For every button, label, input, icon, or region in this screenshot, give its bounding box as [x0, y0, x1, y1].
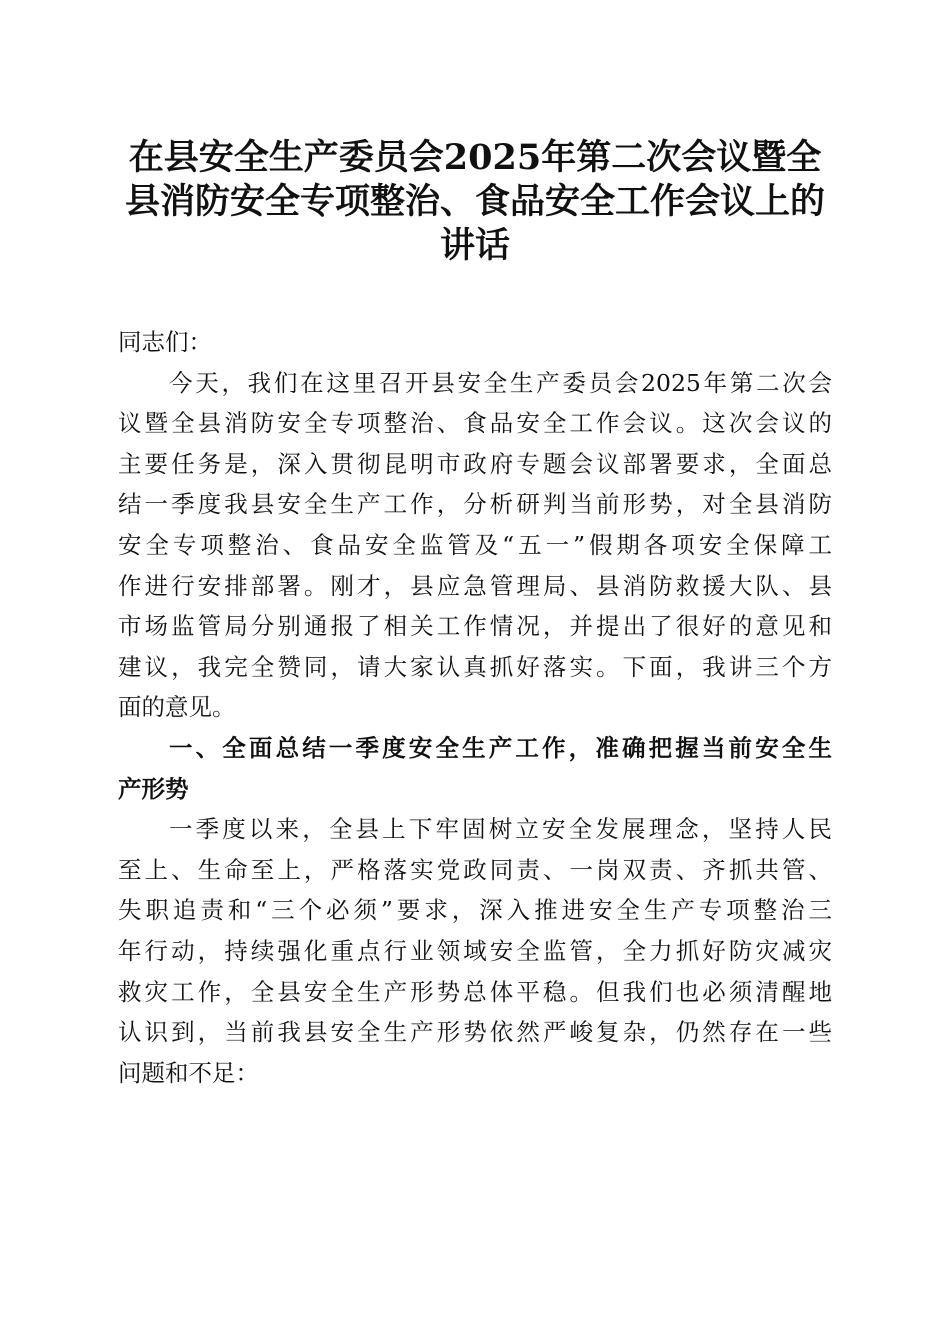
paragraph-line: 主要任务是，深入贯彻昆明市政府专题会议部署要求，全面总: [118, 449, 832, 478]
paragraph-line: 年行动，持续强化重点行业领域安全监管，全力抓好防灾减灾: [118, 936, 832, 965]
title-line: 讲话: [439, 225, 510, 266]
paragraph-line: 结一季度我县安全生产工作，分析研判当前形势，对全县消防: [118, 490, 832, 519]
paragraph-line: 问题和不足：: [118, 1058, 259, 1087]
section-heading: 一、全面总结一季度安全生产工作，准确把握当前安全生: [169, 733, 832, 762]
document-body: [118, 322, 832, 1093]
section-heading: 产形势: [118, 774, 189, 803]
title-line: 在县安全生产委员会2025年第二次会议暨全: [128, 137, 822, 178]
paragraph-line: 今天，我们在这里召开县安全生产委员会2025年第二次会: [169, 368, 832, 397]
paragraph-line: 安全专项整治、食品安全监管及“五一”假期各项安全保障工: [118, 530, 832, 559]
paragraph-line: 救灾工作，全县安全生产形势总体平稳。但我们也必须清醒地: [118, 977, 832, 1006]
salutation: 同志们：: [118, 328, 212, 356]
document-title: [118, 136, 832, 268]
paragraph-line: 面的意见。: [118, 693, 236, 722]
paragraph-line: 认识到，当前我县安全生产形势依然严峻复杂，仍然存在一些: [118, 1018, 832, 1047]
paragraph-line: 议暨全县消防安全专项整治、食品安全工作会议。这次会议的: [118, 409, 832, 438]
paragraph-line: 一季度以来，全县上下牢固树立安全发展理念，坚持人民: [169, 815, 832, 844]
paragraph-line: 失职追责和“三个必须”要求，深入推进安全生产专项整治三: [118, 896, 832, 925]
paragraph-line: 建议，我完全赞同，请大家认真抓好落实。下面，我讲三个方: [118, 652, 832, 681]
paragraph-line: 市场监管局分别通报了相关工作情况，并提出了很好的意见和: [118, 612, 832, 641]
paragraph-line: 至上、生命至上，严格落实党政同责、一岗双责、齐抓共管、: [118, 855, 832, 884]
title-line: 县消防安全专项整治、食品安全工作会议上的: [124, 181, 825, 222]
paragraph-line: 作进行安排部署。刚才，县应急管理局、县消防救援大队、县: [118, 571, 832, 600]
